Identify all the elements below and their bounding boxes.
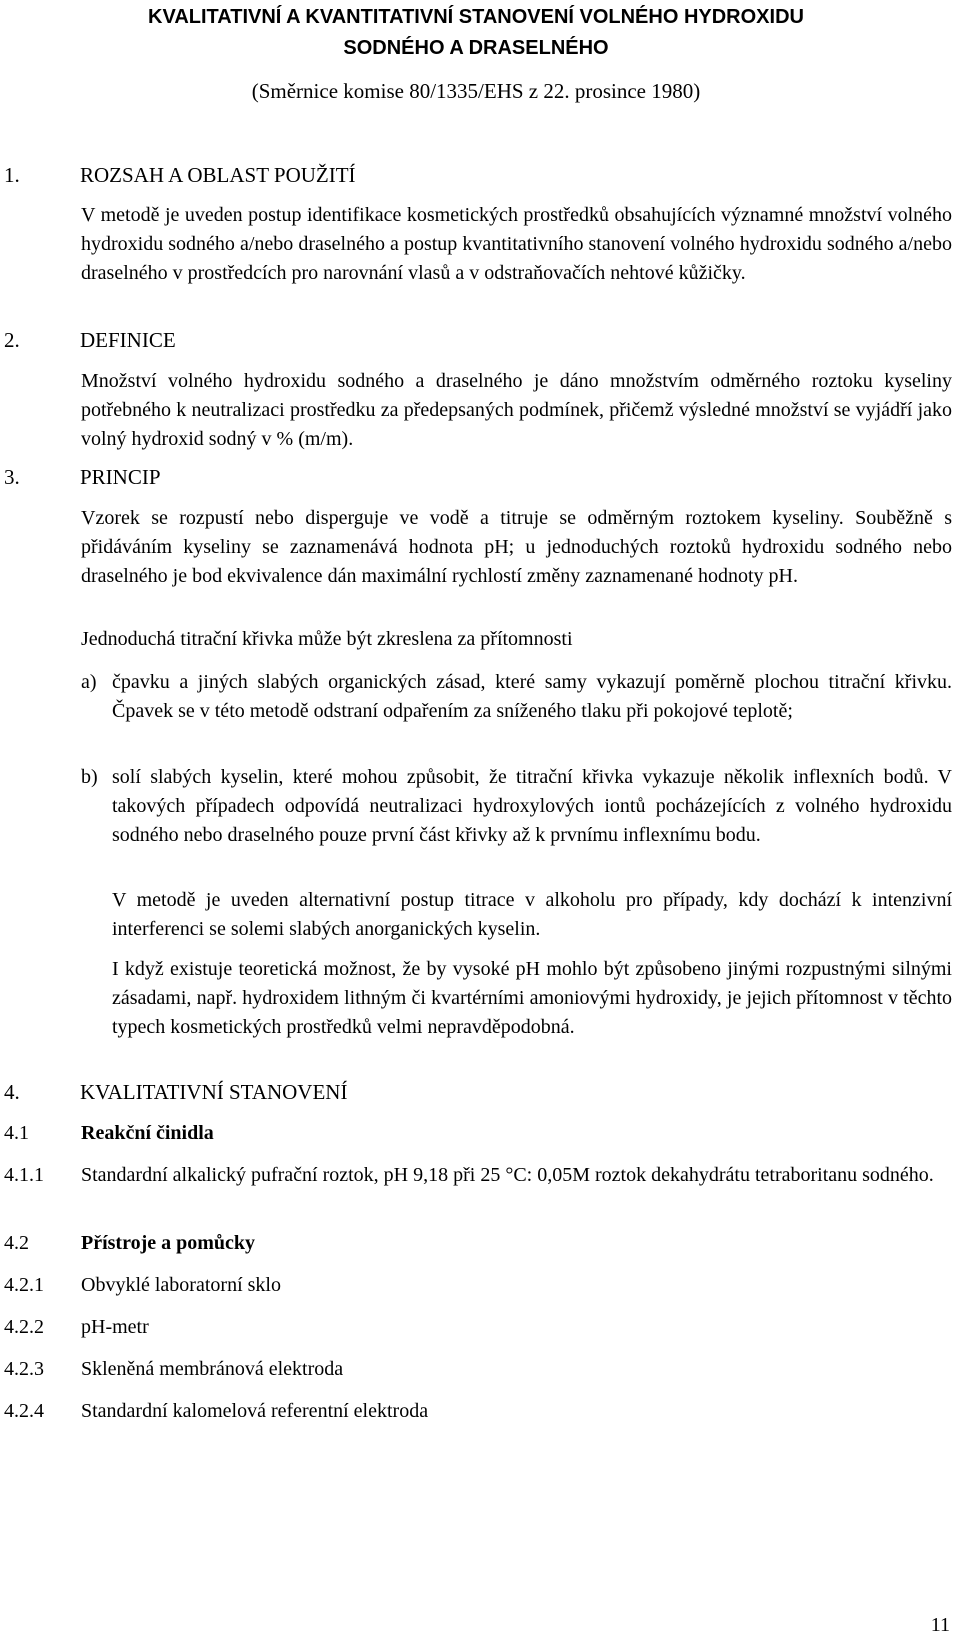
- subsection-4-2-number: 4.2: [4, 1232, 29, 1254]
- subsection-4-1-1-text: Standardní alkalický pufrační roztok, pH 9,18 při 25 °C: 0,05M roztok dekahydrátu tetraboritanu sodného.: [81, 1164, 934, 1186]
- section-1-heading: [4, 160, 356, 190]
- section-3-item-b-paragraph-2: [81, 886, 952, 944]
- document-subtitle: (Směrnice komise 80/1335/EHS z 22. prosince 1980): [251, 79, 701, 103]
- section-2-number: 2.: [4, 328, 20, 352]
- subsection-4-2-3-text: Skleněná membránová elektroda: [81, 1358, 344, 1380]
- item-b-paragraph-2-text: V metodě je uveden alternativní postup titrace v alkoholu pro případy, kdy dochází k intenzivní interferenci se solemi slabých anorganických kyselin.: [112, 889, 952, 940]
- section-2-title: DEFINICE: [80, 328, 176, 352]
- subsection-4-1-1-number: 4.1.1: [4, 1164, 44, 1186]
- item-b-text: solí slabých kyselin, které mohou způsobit, že titrační křivka vykazuje několik inflexních bodů. V takových případech odpovídá neutralizaci hydroxylových iontů pocházejících z volného hydroxidu sodného nebo draselného pouze první část křivky až k prvnímu inflexnímu bodu.: [112, 766, 952, 846]
- section-4-number: 4.: [4, 1080, 20, 1104]
- subsection-4-2: [4, 1229, 952, 1258]
- item-b-paragraph-3-text: I když existuje teoretická možnost, že by vysoké pH mohlo být způsobeno jinými rozpustnými silnými zásadami, např. hydroxidem lithným či kvartérními amoniovými hydroxidy, je jejich přítomnost v těchto typech kosmetických prostředků velmi nepravděpodobná.: [112, 958, 952, 1038]
- subsection-4-2-3-number: 4.2.3: [4, 1358, 44, 1380]
- section-3-number: 3.: [4, 465, 20, 489]
- section-4-heading: [4, 1077, 347, 1107]
- section-2-heading: [4, 325, 176, 355]
- subsection-4-2-4-number: 4.2.4: [4, 1400, 44, 1422]
- document-title-line-2: SODNÉHO A DRASELNÉHO: [343, 37, 609, 59]
- subsection-4-1-1: [4, 1161, 952, 1190]
- subsection-4-2-3: [4, 1355, 952, 1384]
- section-3-heading: [4, 462, 161, 492]
- item-a-text: čpavku a jiných slabých organických zásad, které samy vykazují poměrně plochou titrační křivku. Čpavek se v této metodě odstraní odpařením za sníženého tlaku při pokojové teplotě;: [112, 671, 952, 722]
- section-3-paragraph-1: Vzorek se rozpustí nebo disperguje ve vodě a titruje se odměrným roztokem kyseliny. Souběžně s přidáváním kyseliny se zaznamenává hodnota pH; u jednoduchých roztoků hydroxidu sodného nebo draselného je bod ekvivalence dán maximální rychlostí změny zaznamenané hodnoty pH.: [81, 507, 952, 587]
- section-3-title: PRINCIP: [80, 465, 161, 489]
- subsection-4-2-1-text: Obvyklé laboratorní sklo: [81, 1274, 281, 1296]
- document-title-line-1: KVALITATIVNÍ A KVANTITATIVNÍ STANOVENÍ VOLNÉHO HYDROXIDU: [148, 6, 804, 28]
- section-3-item-b: [81, 763, 952, 850]
- item-b-marker: b): [81, 766, 98, 788]
- section-2-paragraph: Množství volného hydroxidu sodného a draselného je dáno množstvím odměrného roztoku kyseliny potřebného k neutralizaci prostředku za předepsaných podmínek, přičemž výsledné množství se vyjádří jako volný hydroxid sodný v % (m/m).: [81, 370, 952, 450]
- section-4-title: KVALITATIVNÍ STANOVENÍ: [80, 1080, 348, 1104]
- section-1-title: ROZSAH A OBLAST POUŽITÍ: [80, 163, 356, 187]
- section-3-item-a: [81, 668, 952, 726]
- section-1-paragraph: V metodě je uveden postup identifikace kosmetických prostředků obsahujících významné množství volného hydroxidu sodného a/nebo draselného a postup kvantitativního stanovení volného hydroxidu sodného a/nebo draselného v prostředcích pro narovnání vlasů a v odstraňovačích nehtové kůžičky.: [81, 204, 952, 284]
- subsection-4-2-4: [4, 1397, 952, 1426]
- subsection-4-1-title: Reakční činidla: [81, 1122, 214, 1144]
- section-1-number: 1.: [4, 163, 20, 187]
- subsection-4-2-2-text: pH-metr: [81, 1316, 149, 1338]
- subsection-4-2-2-number: 4.2.2: [4, 1316, 44, 1338]
- subsection-4-2-1: [4, 1271, 952, 1300]
- subsection-4-2-4-text: Standardní kalomelová referentní elektroda: [81, 1400, 429, 1422]
- section-3-item-b-paragraph-3: [81, 955, 952, 1042]
- item-a-marker: a): [81, 671, 97, 693]
- subsection-4-2-2: [4, 1313, 952, 1342]
- section-3-paragraph-2: Jednoduchá titrační křivka může být zkreslena za přítomnosti: [81, 628, 573, 650]
- subsection-4-2-1-number: 4.2.1: [4, 1274, 44, 1296]
- subsection-4-2-title: Přístroje a pomůcky: [81, 1232, 256, 1254]
- subsection-4-1: [4, 1119, 952, 1148]
- page-number: 11: [930, 1614, 950, 1636]
- subsection-4-1-number: 4.1: [4, 1122, 29, 1144]
